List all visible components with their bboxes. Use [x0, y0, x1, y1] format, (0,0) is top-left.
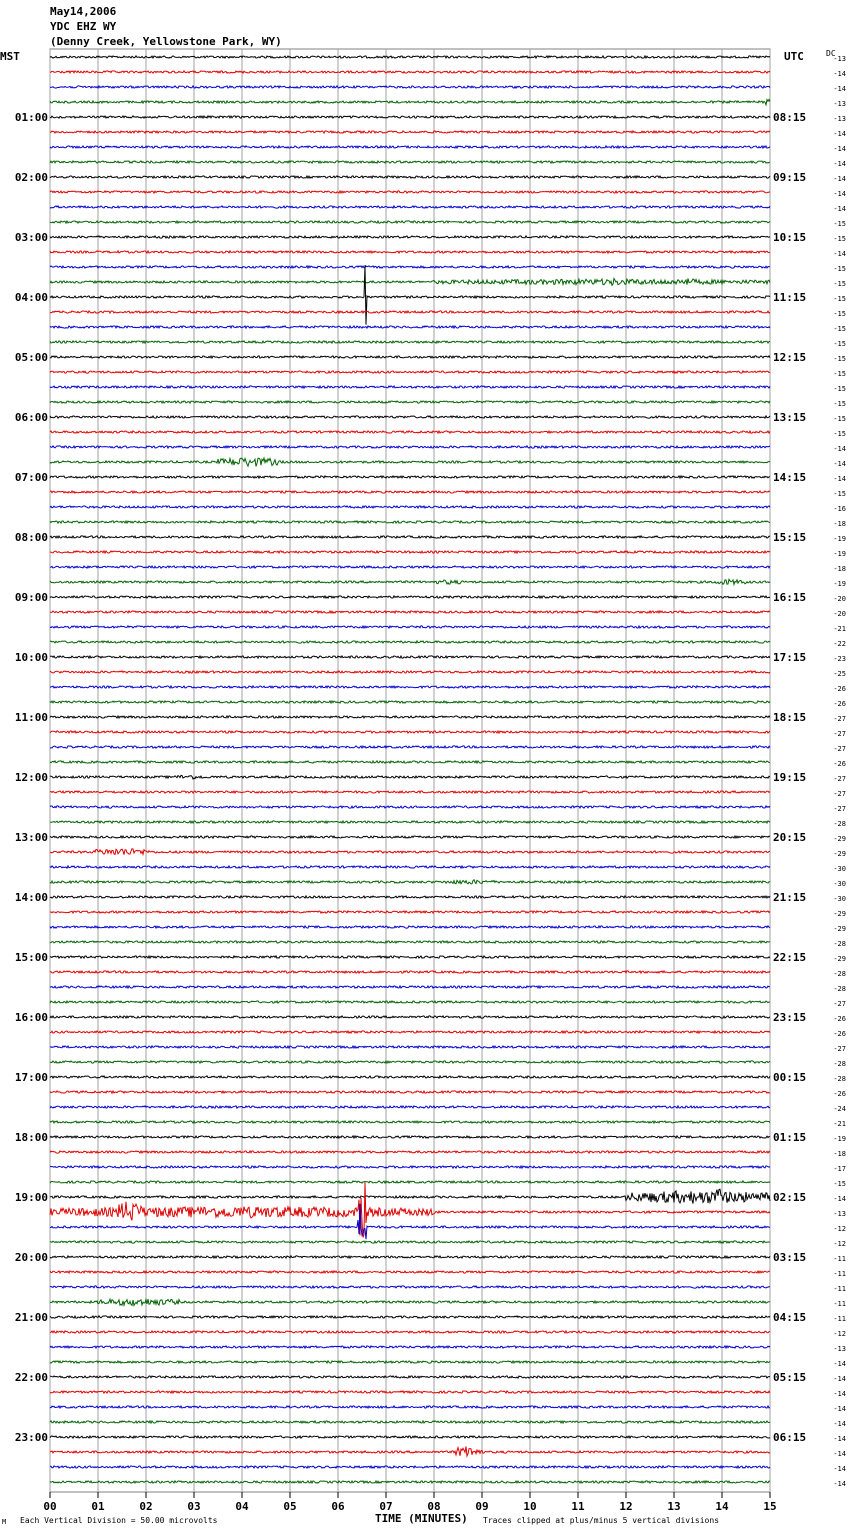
dc-offset-label: -18 [833, 1150, 846, 1158]
trace-line [50, 265, 770, 325]
trace-line [50, 491, 770, 493]
trace-line [50, 191, 770, 193]
dc-offset-label: -14 [833, 205, 846, 213]
utc-hour-label: 16:15 [773, 591, 807, 604]
dc-offset-label: -26 [833, 1015, 846, 1023]
dc-offset-label: -16 [833, 505, 846, 513]
trace-line [50, 551, 770, 553]
header-date: May14,2006 [50, 5, 117, 18]
dc-offset-label: -22 [833, 640, 846, 648]
x-tick-label: 05 [283, 1500, 297, 1513]
trace-line [50, 746, 770, 748]
dc-offset-label: -14 [833, 475, 846, 483]
dc-offset-label: -14 [833, 130, 846, 138]
trace-line [50, 251, 770, 253]
mst-hour-label: 09:00 [14, 591, 48, 604]
utc-hour-label: 03:15 [773, 1251, 807, 1264]
trace-line [50, 986, 770, 988]
dc-offset-label: -14 [833, 1375, 846, 1383]
dc-offset-label: -30 [833, 895, 846, 903]
utc-hour-label: 12:15 [773, 351, 807, 364]
utc-hour-label: 02:15 [773, 1191, 807, 1204]
dc-offset-label: -14 [833, 190, 846, 198]
trace-line [50, 671, 770, 673]
clip-note: Traces clipped at plus/minus 5 vertical divisions [483, 1516, 720, 1525]
trace-line [50, 1182, 770, 1237]
utc-hour-label: 21:15 [773, 891, 807, 904]
trace-line [50, 1204, 770, 1239]
trace-line [50, 956, 770, 958]
mst-hour-label: 23:00 [14, 1431, 48, 1444]
dc-offset-label: -29 [833, 910, 846, 918]
utc-hour-label: 19:15 [773, 771, 807, 784]
trace-line [50, 1189, 770, 1203]
dc-offset-label: -15 [833, 265, 846, 273]
trace-line [50, 1136, 770, 1138]
dc-offset-label: -30 [833, 880, 846, 888]
dc-offset-label: -27 [833, 745, 846, 753]
trace-line [50, 146, 770, 148]
dc-offset-label: -18 [833, 520, 846, 528]
mst-hour-label: 20:00 [14, 1251, 48, 1264]
dc-offset-label: -14 [833, 145, 846, 153]
dc-offset-label: -11 [833, 1270, 846, 1278]
dc-offset-label: -26 [833, 1090, 846, 1098]
dc-offset-label: -14 [833, 1360, 846, 1368]
dc-offset-label: -19 [833, 580, 846, 588]
corner-mark: M [2, 1518, 7, 1526]
trace-line [50, 71, 770, 73]
trace-line [50, 566, 770, 568]
trace-line [50, 941, 770, 943]
dc-offset-label: -27 [833, 790, 846, 798]
x-axis-title: TIME (MINUTES) [375, 1512, 468, 1525]
trace-line [50, 836, 770, 838]
dc-offset-label: -14 [833, 175, 846, 183]
utc-hour-label: 13:15 [773, 411, 807, 424]
trace-line [50, 476, 770, 478]
dc-offset-label: -14 [833, 85, 846, 93]
dc-offset-label: -29 [833, 925, 846, 933]
mst-hour-label: 11:00 [14, 711, 48, 724]
trace-line [50, 866, 770, 868]
dc-offset-label: -14 [833, 160, 846, 168]
utc-hour-label: 04:15 [773, 1311, 807, 1324]
dc-offset-label: -14 [833, 445, 846, 453]
trace-line [50, 1436, 770, 1438]
trace-line [50, 1421, 770, 1423]
dc-offset-label: -15 [833, 310, 846, 318]
dc-offset-label: -15 [833, 295, 846, 303]
trace-line [50, 1466, 770, 1468]
dc-offset-label: -11 [833, 1300, 846, 1308]
dc-offset-label: -20 [833, 595, 846, 603]
utc-hour-label: 00:15 [773, 1071, 807, 1084]
trace-line [50, 1316, 770, 1318]
dc-offset-label: -11 [833, 1285, 846, 1293]
trace-line [50, 56, 770, 58]
trace-line [50, 716, 770, 718]
trace-line [50, 1256, 770, 1258]
dc-offset-label: -15 [833, 340, 846, 348]
dc-offset-label: -15 [833, 430, 846, 438]
dc-offset-label: -29 [833, 835, 846, 843]
trace-line [50, 775, 770, 779]
mst-hour-label: 17:00 [14, 1071, 48, 1084]
dc-offset-label: -26 [833, 1030, 846, 1038]
utc-hour-label: 05:15 [773, 1371, 807, 1384]
trace-line [50, 626, 770, 628]
dc-offset-label: -14 [833, 70, 846, 78]
trace-line [50, 1241, 770, 1243]
trace-line [50, 458, 770, 466]
trace-line [50, 1376, 770, 1378]
dc-offset-label: -14 [833, 250, 846, 258]
utc-hour-label: 08:15 [773, 111, 807, 124]
dc-offset-label: -15 [833, 400, 846, 408]
trace-line [50, 1406, 770, 1408]
trace-line [50, 1299, 770, 1305]
utc-axis-label: UTC [784, 50, 804, 63]
dc-offset-label: -23 [833, 655, 846, 663]
trace-line [50, 86, 770, 88]
x-tick-label: 06 [331, 1500, 345, 1513]
trace-line [50, 266, 770, 268]
dc-offset-label: -26 [833, 685, 846, 693]
mst-hour-label: 08:00 [14, 531, 48, 544]
dc-offset-label: -12 [833, 1225, 846, 1233]
trace-line [50, 761, 770, 763]
trace-line [50, 356, 770, 358]
scale-note: Each Vertical Division = 50.00 microvolts [20, 1516, 218, 1525]
mst-hour-label: 10:00 [14, 651, 48, 664]
utc-hour-label: 23:15 [773, 1011, 807, 1024]
trace-line [50, 971, 770, 973]
trace-line [50, 791, 770, 793]
x-tick-label: 00 [43, 1500, 57, 1513]
trace-line [50, 1361, 770, 1363]
dc-offset-label: -27 [833, 1045, 846, 1053]
dc-offset-label: -14 [833, 1465, 846, 1473]
x-tick-label: 09 [475, 1500, 489, 1513]
trace-line [50, 701, 770, 703]
dc-offset-label: -15 [833, 280, 846, 288]
dc-offset-label: -14 [833, 1435, 846, 1443]
utc-hour-label: 18:15 [773, 711, 807, 724]
trace-line [50, 131, 770, 133]
trace-line [50, 641, 770, 643]
dc-offset-label: -14 [833, 1480, 846, 1488]
utc-hour-label: 06:15 [773, 1431, 807, 1444]
plot-frame [50, 49, 770, 1492]
mst-hour-label: 06:00 [14, 411, 48, 424]
dc-offset-label: -14 [833, 1390, 846, 1398]
x-tick-label: 12 [619, 1500, 633, 1513]
dc-offset-label: -14 [833, 1195, 846, 1203]
mst-hour-label: 12:00 [14, 771, 48, 784]
mst-axis-label: MST [0, 50, 20, 63]
trace-line [50, 416, 770, 418]
mst-hour-label: 16:00 [14, 1011, 48, 1024]
trace-line [50, 1106, 770, 1108]
trace-line [50, 611, 770, 613]
mst-hour-label: 13:00 [14, 831, 48, 844]
x-tick-label: 14 [715, 1500, 729, 1513]
dc-offset-label: -15 [833, 490, 846, 498]
dc-offset-label: -15 [833, 325, 846, 333]
dc-offset-label: -28 [833, 970, 846, 978]
dc-offset-label: -15 [833, 385, 846, 393]
trace-line [50, 1076, 770, 1078]
trace-line [50, 1016, 770, 1018]
mst-hour-label: 22:00 [14, 1371, 48, 1384]
x-tick-label: 07 [379, 1500, 393, 1513]
dc-offset-label: -25 [833, 670, 846, 678]
x-tick-label: 10 [523, 1500, 537, 1513]
trace-line [50, 579, 770, 584]
mst-hour-label: 18:00 [14, 1131, 48, 1144]
dc-offset-label: -28 [833, 820, 846, 828]
dc-offset-label: -28 [833, 1075, 846, 1083]
dc-offset-label: -15 [833, 355, 846, 363]
dc-offset-label: -15 [833, 415, 846, 423]
trace-line [50, 686, 770, 688]
trace-line [50, 656, 770, 658]
dc-offset-label: -13 [833, 55, 846, 63]
dc-offset-label: -19 [833, 1135, 846, 1143]
trace-line [50, 206, 770, 208]
utc-hour-label: 10:15 [773, 231, 807, 244]
trace-line [50, 1481, 770, 1483]
trace-line [50, 536, 770, 538]
mst-hour-label: 05:00 [14, 351, 48, 364]
trace-line [50, 1181, 770, 1183]
mst-hour-label: 04:00 [14, 291, 48, 304]
dc-label: DC [826, 49, 836, 58]
dc-offset-label: -12 [833, 1240, 846, 1248]
utc-hour-label: 22:15 [773, 951, 807, 964]
dc-offset-label: -27 [833, 730, 846, 738]
trace-line [50, 1446, 770, 1456]
trace-line [50, 849, 770, 855]
mst-hour-label: 01:00 [14, 111, 48, 124]
trace-line [50, 341, 770, 343]
dc-offset-label: -13 [833, 100, 846, 108]
trace-line [50, 926, 770, 928]
utc-hour-label: 09:15 [773, 171, 807, 184]
dc-offset-label: -27 [833, 775, 846, 783]
dc-offset-label: -18 [833, 565, 846, 573]
dc-offset-label: -28 [833, 1060, 846, 1068]
trace-line [50, 1091, 770, 1093]
utc-hour-label: 17:15 [773, 651, 807, 664]
axis-labels [15, 55, 846, 1513]
x-tick-label: 02 [139, 1500, 153, 1513]
x-tick-label: 03 [187, 1500, 201, 1513]
dc-offset-label: -12 [833, 1330, 846, 1338]
trace-line [50, 506, 770, 508]
trace-line [50, 731, 770, 733]
trace-line [50, 596, 770, 598]
dc-offset-label: -17 [833, 1165, 846, 1173]
x-tick-label: 04 [235, 1500, 249, 1513]
trace-line [50, 880, 770, 884]
trace-line [50, 911, 770, 913]
dc-offset-label: -29 [833, 955, 846, 963]
trace-line [50, 279, 770, 286]
seismogram-traces [50, 56, 770, 1483]
header-location: (Denny Creek, Yellowstone Park, WY) [50, 35, 282, 48]
utc-hour-label: 14:15 [773, 471, 807, 484]
trace-line [50, 1331, 770, 1333]
mst-hour-label: 02:00 [14, 171, 48, 184]
dc-offset-label: -15 [833, 220, 846, 228]
mst-hour-label: 07:00 [14, 471, 48, 484]
trace-line [50, 1121, 770, 1123]
utc-hour-label: 20:15 [773, 831, 807, 844]
trace-line [50, 1151, 770, 1153]
trace-line [50, 821, 770, 823]
trace-line [50, 446, 770, 448]
dc-offset-label: -13 [833, 1345, 846, 1353]
trace-line [50, 1061, 770, 1063]
trace-line [50, 1286, 770, 1288]
trace-line [50, 386, 770, 388]
trace-line [50, 311, 770, 313]
dc-offset-label: -14 [833, 1420, 846, 1428]
dc-offset-label: -21 [833, 625, 846, 633]
trace-line [50, 1271, 770, 1273]
dc-offset-label: -14 [833, 1450, 846, 1458]
dc-offset-label: -30 [833, 865, 846, 873]
utc-hour-label: 01:15 [773, 1131, 807, 1144]
trace-line [50, 161, 770, 163]
trace-line [50, 896, 770, 898]
x-tick-label: 11 [571, 1500, 585, 1513]
dc-offset-label: -24 [833, 1105, 846, 1113]
trace-line [50, 326, 770, 328]
trace-line [50, 1346, 770, 1348]
dc-offset-label: -11 [833, 1315, 846, 1323]
dc-offset-label: -13 [833, 1210, 846, 1218]
trace-line [50, 100, 770, 105]
dc-offset-label: -27 [833, 805, 846, 813]
dc-offset-label: -20 [833, 610, 846, 618]
trace-line [50, 401, 770, 403]
dc-offset-label: -13 [833, 115, 846, 123]
trace-line [50, 1001, 770, 1003]
dc-offset-label: -15 [833, 1180, 846, 1188]
mst-hour-label: 19:00 [14, 1191, 48, 1204]
trace-line [50, 521, 770, 523]
x-tick-label: 01 [91, 1500, 105, 1513]
dc-offset-label: -14 [833, 460, 846, 468]
utc-hour-label: 11:15 [773, 291, 807, 304]
dc-offset-label: -14 [833, 1405, 846, 1413]
trace-line [50, 1166, 770, 1168]
trace-line [50, 431, 770, 433]
trace-line [50, 116, 770, 118]
mst-hour-label: 14:00 [14, 891, 48, 904]
mst-hour-label: 03:00 [14, 231, 48, 244]
dc-offset-label: -19 [833, 550, 846, 558]
dc-offset-label: -15 [833, 235, 846, 243]
trace-line [50, 236, 770, 238]
trace-line [50, 806, 770, 808]
mst-hour-label: 15:00 [14, 951, 48, 964]
trace-line [50, 176, 770, 178]
mst-hour-label: 21:00 [14, 1311, 48, 1324]
dc-offset-label: -26 [833, 700, 846, 708]
trace-line [50, 371, 770, 373]
trace-line [50, 1046, 770, 1048]
dc-offset-label: -27 [833, 1000, 846, 1008]
dc-offset-label: -15 [833, 370, 846, 378]
dc-offset-label: -27 [833, 715, 846, 723]
dc-offset-label: -11 [833, 1255, 846, 1263]
dc-offset-label: -29 [833, 850, 846, 858]
dc-offset-label: -28 [833, 940, 846, 948]
x-tick-label: 15 [763, 1500, 777, 1513]
utc-hour-label: 15:15 [773, 531, 807, 544]
dc-offset-label: -19 [833, 535, 846, 543]
trace-line [50, 221, 770, 223]
dc-offset-label: -26 [833, 760, 846, 768]
dc-offset-label: -21 [833, 1120, 846, 1128]
trace-line [50, 1031, 770, 1033]
x-tick-label: 08 [427, 1500, 441, 1513]
dc-offset-label: -28 [833, 985, 846, 993]
trace-line [50, 1391, 770, 1393]
header-station: YDC EHZ WY [50, 20, 117, 33]
x-tick-label: 13 [667, 1500, 681, 1513]
